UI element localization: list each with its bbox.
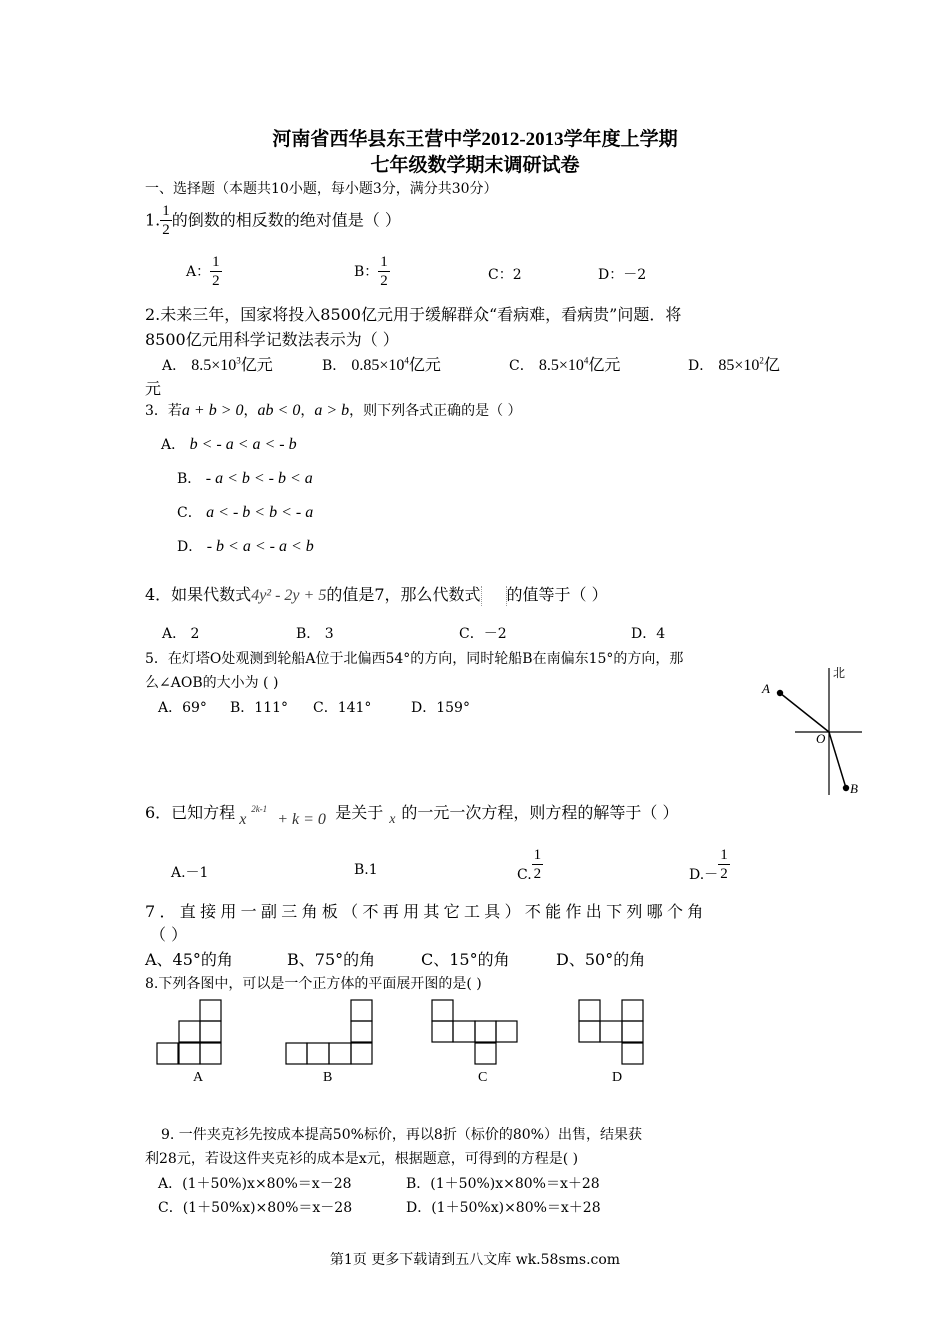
q3-option-a: A． b < - a < a < - b xyxy=(161,436,297,453)
q3-option-b: B． - a < b < - b < a xyxy=(177,470,313,487)
q4-option-c: C．－2 xyxy=(459,626,507,642)
page-footer: 第1页 更多下载请到五八文库 wk.58sms.com xyxy=(329,1252,621,1268)
net-b-label: B xyxy=(323,1070,333,1085)
net-c-label: C xyxy=(478,1070,488,1085)
q1-fraction: $\frac{1}{2}$ xyxy=(162,203,170,238)
q2-option-a: A． $8.5\times 10^3$亿元 xyxy=(162,355,273,374)
q9-option-c: C．(1＋50%x)×80%＝x－28 xyxy=(158,1200,353,1216)
section-heading: 一、选择题（本题共10小题，每小题3分，满分共30分） xyxy=(145,181,498,197)
q5-option-d: D．159° xyxy=(411,700,470,716)
q9-option-a: A．(1＋50%)x×80%＝x－28 xyxy=(158,1176,352,1192)
net-a xyxy=(157,1000,221,1064)
question-6: 6．已知方程 x 2k-1 + k = 0 是关于 x 的一元一次方程，则方程的解等于（ ） xyxy=(145,803,679,828)
q7-line-1: 7．直接用一副三角板（不再用其它工具）不能作出下列哪个角 xyxy=(145,902,708,921)
title-line-1: 河南省西华县东王营中学2012-2013学年度上学期 xyxy=(272,129,678,150)
q1-option-d: D：－2 xyxy=(598,267,647,283)
q6-option-c: C. $\frac{1}{2}$ xyxy=(517,847,542,883)
net-d-label: D xyxy=(612,1070,623,1085)
q6-equation: x 2k-1 + k = 0 xyxy=(239,803,326,828)
q7-option-b: B、75°的角 xyxy=(287,950,376,969)
q5-option-b: B．111° xyxy=(230,700,289,716)
q7-option-d: D、50°的角 xyxy=(556,950,646,969)
q5-option-a: A．69° xyxy=(158,700,207,716)
net-c xyxy=(432,1000,517,1064)
q4-option-b: B． 3 xyxy=(296,626,334,642)
q7-line-2: （ ） xyxy=(150,925,188,944)
q9-line-1: 9. 一件夹克衫先按成本提高50%标价，再以8折（标价的80%）出售，结果获 xyxy=(161,1127,642,1143)
question-4: 4．如果代数式4y² - 2y + 5的值是7，那么代数式 的值等于（ ） xyxy=(145,585,608,604)
question-3: 3．若a + b > 0，ab < 0，a > b，则下列各式正确的是（ ） xyxy=(145,402,522,419)
label-o: O xyxy=(816,731,826,746)
q8-text: 8.下列各图中，可以是一个正方体的平面展开图的是( ) xyxy=(145,976,482,992)
q9-line-2: 利28元，若设这件夹克衫的成本是x元，根据题意，可得到的方程是( ) xyxy=(145,1151,579,1167)
q3-option-d: D． - b < a < - a < b xyxy=(177,538,314,555)
q7-option-a: A、45°的角 xyxy=(145,950,233,969)
q3-option-c: C． a < - b < b < - a xyxy=(177,504,314,521)
q9-option-b: B．(1＋50%)x×80%＝x＋28 xyxy=(406,1176,600,1192)
q2-line-2: 8500亿元用科学记数法表示为（ ） xyxy=(145,330,399,349)
north-label: 北 xyxy=(833,666,846,680)
q6-option-d: D.－ $\frac{1}{2}$ xyxy=(689,847,728,883)
label-b: B xyxy=(850,781,858,796)
q1-option-c: C：2 xyxy=(488,267,522,283)
q4-option-d: D．4 xyxy=(631,626,666,642)
net-a-label: A xyxy=(193,1070,204,1085)
q9-option-d: D．(1＋50%x)×80%＝x＋28 xyxy=(406,1200,601,1216)
q2-option-c: C． $8.5\times 10^4$亿元 xyxy=(509,355,621,374)
q6-option-b: B.1 xyxy=(354,862,378,878)
q2-line-1: 2.未来三年，国家将投入8500亿元用于缓解群众“看病难，看病贵”问题．将 xyxy=(145,305,682,324)
net-b xyxy=(286,1000,372,1064)
q2-option-b: B． $0.85\times 10^4$亿元 xyxy=(322,355,441,374)
q4-option-a: A． 2 xyxy=(162,626,200,642)
q2-option-d: D． $85\times 10^2$亿 xyxy=(688,355,780,374)
q6-option-a: A.－1 xyxy=(171,865,209,881)
q5-line-2: 么∠AOB的大小为 ( ) xyxy=(145,675,279,691)
title-line-2: 七年级数学期末调研试卷 xyxy=(370,155,580,176)
q1-option-b: B： $\frac{1}{2}$ xyxy=(354,254,388,289)
q5-option-c: C．141° xyxy=(313,700,372,716)
q1-number: 1. xyxy=(145,210,161,230)
q7-option-c: C、15°的角 xyxy=(421,950,510,969)
label-a: A xyxy=(762,681,770,696)
q5-line-1: 5．在灯塔O处观测到轮船A位于北偏西54°的方向，同时轮船B在南偏东15°的方向，那 xyxy=(145,651,684,667)
net-d xyxy=(579,1000,643,1064)
q1-option-a: A： $\frac{1}{2}$ xyxy=(186,254,220,289)
q1-text: 的倒数的相反数的绝对值是（ ） xyxy=(171,210,401,230)
q2-wrap: 元 xyxy=(145,379,162,398)
